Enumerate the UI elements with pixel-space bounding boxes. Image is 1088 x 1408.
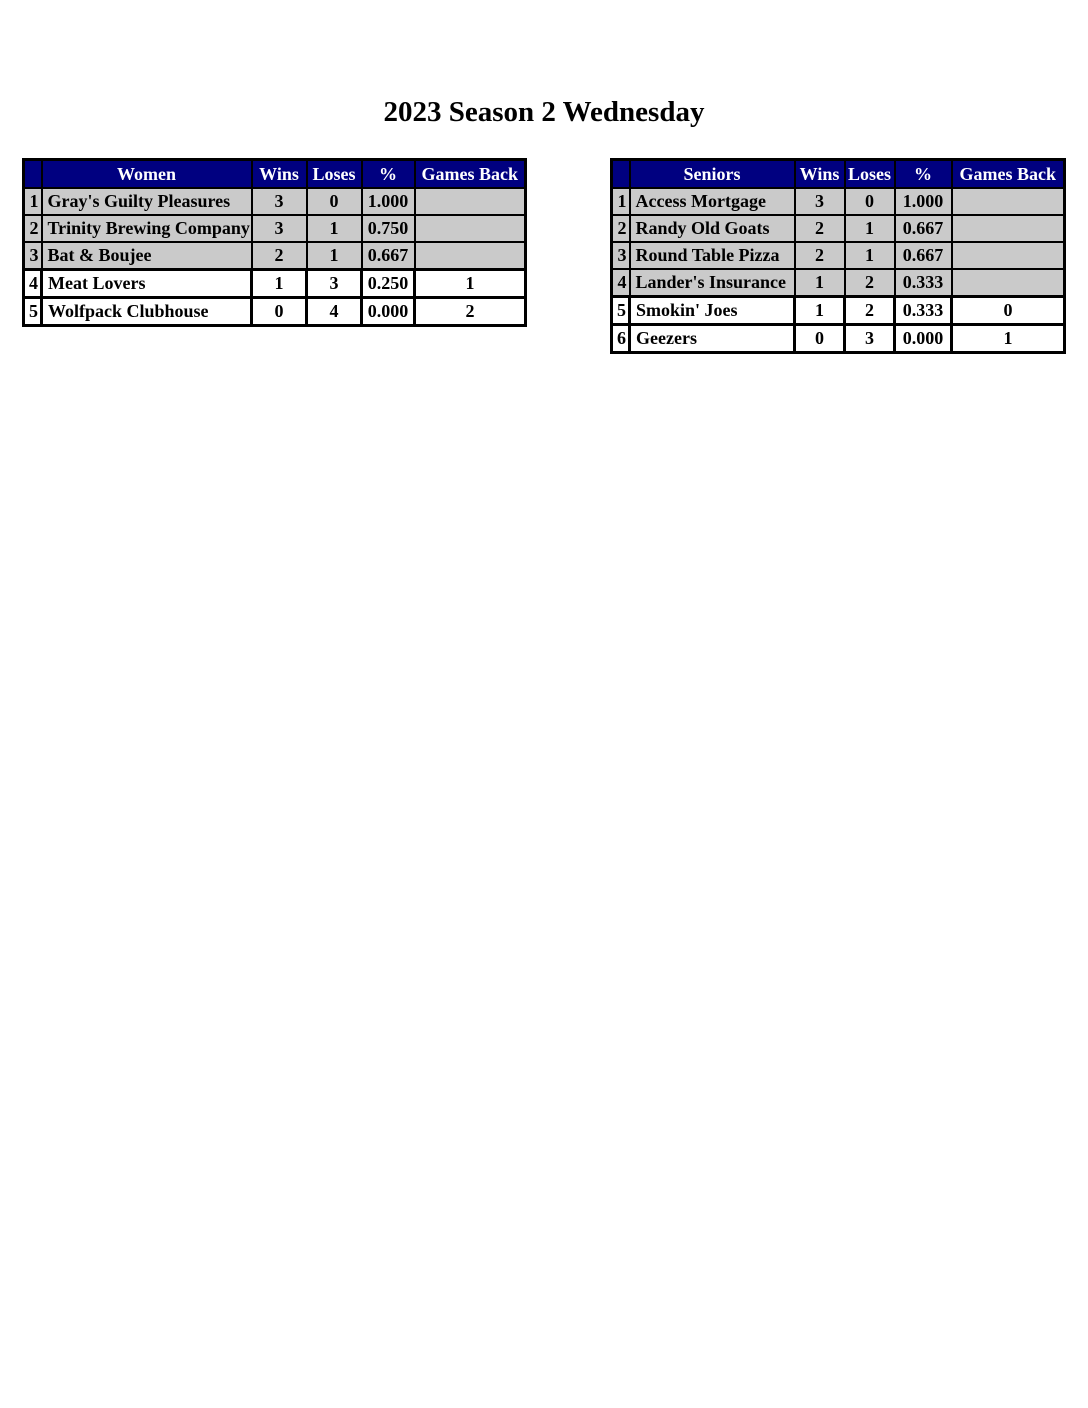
- team-cell: Randy Old Goats: [630, 215, 795, 242]
- loses-cell: 0: [307, 188, 362, 215]
- wins-cell: 3: [252, 215, 307, 242]
- pct-cell: 0.667: [895, 215, 952, 242]
- page-title: 2023 Season 2 Wednesday: [383, 96, 705, 128]
- wins-cell: 2: [252, 242, 307, 270]
- wins-cell: 1: [795, 297, 845, 325]
- women-standings-table: [22, 158, 527, 327]
- table-row: [612, 269, 1065, 297]
- seniors-league-header: Seniors: [630, 160, 795, 189]
- women-wins-header: Wins: [252, 160, 307, 189]
- table-row: [612, 297, 1065, 325]
- rank-cell: 2: [24, 215, 42, 242]
- team-cell: Wolfpack Clubhouse: [42, 298, 252, 326]
- team-cell: Meat Lovers: [42, 270, 252, 298]
- wins-cell: 1: [795, 269, 845, 297]
- games-back-cell: [952, 215, 1065, 242]
- wins-cell: 2: [795, 215, 845, 242]
- rank-cell: 6: [612, 325, 630, 353]
- loses-cell: 3: [307, 270, 362, 298]
- games-back-cell: [952, 269, 1065, 297]
- rank-cell: 4: [612, 269, 630, 297]
- women-pct-header: %: [362, 160, 415, 189]
- loses-cell: 4: [307, 298, 362, 326]
- games-back-cell: 2: [415, 298, 526, 326]
- seniors-loses-header: Loses: [845, 160, 895, 189]
- team-cell: Smokin' Joes: [630, 297, 795, 325]
- seniors-pct-header: %: [895, 160, 952, 189]
- games-back-cell: [415, 188, 526, 215]
- seniors-games-back-header: Games Back: [952, 160, 1065, 189]
- team-cell: Trinity Brewing Company: [42, 215, 252, 242]
- seniors-rank-header: [612, 160, 630, 189]
- team-cell: Access Mortgage: [630, 188, 795, 215]
- team-cell: Bat & Boujee: [42, 242, 252, 270]
- seniors-wins-header: Wins: [795, 160, 845, 189]
- seniors-standings-table: [610, 158, 1066, 354]
- loses-cell: 3: [845, 325, 895, 353]
- wins-cell: 3: [252, 188, 307, 215]
- pct-cell: 0.667: [895, 242, 952, 269]
- loses-cell: 1: [307, 242, 362, 270]
- wins-cell: 0: [795, 325, 845, 353]
- table-row: [24, 242, 526, 270]
- pct-cell: 0.000: [362, 298, 415, 326]
- team-cell: Lander's Insurance: [630, 269, 795, 297]
- women-rank-header: [24, 160, 42, 189]
- games-back-cell: [952, 242, 1065, 269]
- women-league-header: Women: [42, 160, 252, 189]
- women-games-back-header: Games Back: [415, 160, 526, 189]
- table-row: [24, 215, 526, 242]
- rank-cell: 3: [612, 242, 630, 269]
- loses-cell: 1: [845, 242, 895, 269]
- team-cell: Gray's Guilty Pleasures: [42, 188, 252, 215]
- loses-cell: 2: [845, 269, 895, 297]
- rank-cell: 1: [24, 188, 42, 215]
- pct-cell: 1.000: [895, 188, 952, 215]
- wins-cell: 3: [795, 188, 845, 215]
- table-row: [24, 298, 526, 326]
- games-back-cell: [952, 188, 1065, 215]
- games-back-cell: 1: [952, 325, 1065, 353]
- pct-cell: 0.000: [895, 325, 952, 353]
- pct-cell: 0.333: [895, 269, 952, 297]
- women-loses-header: Loses: [307, 160, 362, 189]
- seniors-header-row: [612, 160, 1065, 189]
- team-cell: Geezers: [630, 325, 795, 353]
- loses-cell: 0: [845, 188, 895, 215]
- table-row: [24, 270, 526, 298]
- rank-cell: 5: [612, 297, 630, 325]
- wins-cell: 1: [252, 270, 307, 298]
- pct-cell: 0.250: [362, 270, 415, 298]
- loses-cell: 1: [307, 215, 362, 242]
- rank-cell: 1: [612, 188, 630, 215]
- women-header-row: [24, 160, 526, 189]
- rank-cell: 3: [24, 242, 42, 270]
- games-back-cell: 0: [952, 297, 1065, 325]
- rank-cell: 5: [24, 298, 42, 326]
- table-row: [612, 215, 1065, 242]
- loses-cell: 2: [845, 297, 895, 325]
- games-back-cell: [415, 215, 526, 242]
- pct-cell: 1.000: [362, 188, 415, 215]
- games-back-cell: [415, 242, 526, 270]
- table-row: [24, 188, 526, 215]
- rank-cell: 4: [24, 270, 42, 298]
- table-row: [612, 242, 1065, 269]
- table-row: [612, 325, 1065, 353]
- wins-cell: 0: [252, 298, 307, 326]
- wins-cell: 2: [795, 242, 845, 269]
- team-cell: Round Table Pizza: [630, 242, 795, 269]
- pct-cell: 0.750: [362, 215, 415, 242]
- loses-cell: 1: [845, 215, 895, 242]
- games-back-cell: 1: [415, 270, 526, 298]
- pct-cell: 0.333: [895, 297, 952, 325]
- pct-cell: 0.667: [362, 242, 415, 270]
- rank-cell: 2: [612, 215, 630, 242]
- table-row: [612, 188, 1065, 215]
